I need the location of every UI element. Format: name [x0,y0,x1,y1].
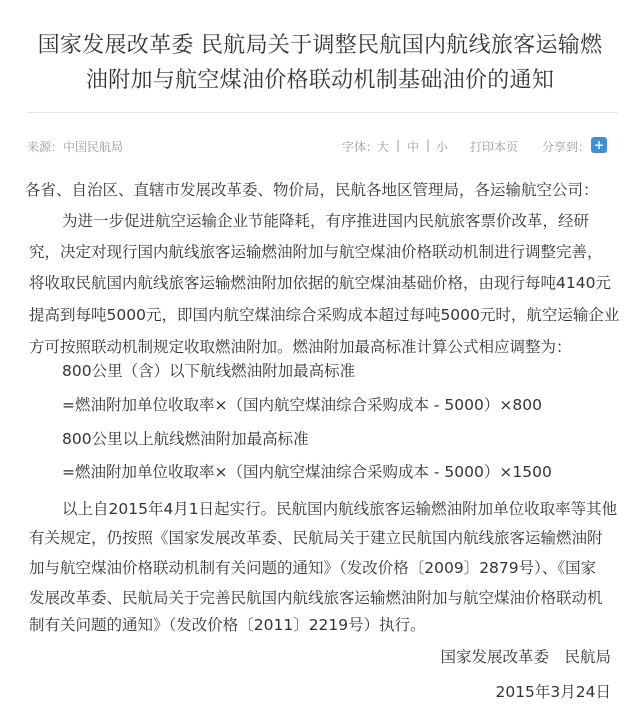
source-label: 来源：中国民航局 [27,140,124,154]
font-medium-button[interactable]: 中 [407,140,420,154]
date: 2015年3月24日 [495,683,611,701]
formula-heading: 800公里以上航线燃油附加最高标准 [62,430,309,448]
paragraph-line: 有关规定，仍按照《国家发展改革委、民航局关于建立民航国内航线旅客运输燃油附 [29,529,603,547]
print-button[interactable]: 打印本页 [470,140,519,154]
font-size-label: 字体： [342,140,379,154]
divider [27,112,618,113]
page-title-line1: 国家发展改革委 民航局关于调整民航国内航线旅客运输燃 [37,33,603,58]
font-large-button[interactable]: 大 [377,140,390,154]
signature: 国家发展改革委 民航局 [440,648,611,666]
paragraph-line: 提高到每吨5000元，即国内航空煤油综合采购成本超过每吨5000元时，航空运输企业 [29,306,620,324]
share-plus-icon[interactable]: + [591,137,607,153]
paragraph-line: 将收取民航国内航线旅客运输燃油附加依据的航空煤油基础价格，由现行每吨4140元 [29,274,611,292]
paragraph-line: 方可按照联动机制规定收取燃油附加。燃油附加最高标准计算公式相应调整为： [29,338,572,356]
paragraph-line: 发展改革委、民航局关于完善民航国内航线旅客运输燃油附加与航空煤油价格联动机 [29,589,603,607]
font-small-button[interactable]: 小 [436,140,449,154]
page-title-line2: 油附加与航空煤油价格联动机制基础油价的通知 [85,68,555,93]
formula-heading: 800公里（含）以下航线燃油附加最高标准 [62,362,356,380]
paragraph-line: 制有关问题的通知》（发改价格〔2011〕2219号）执行。 [29,616,426,634]
paragraph-line: 究，决定对现行国内航线旅客运输燃油附加与航空煤油价格联动机制进行调整完善， [29,243,603,261]
salutation: 各省、自治区、直辖市发展改革委、物价局，民航各地区管理局，各运输航空公司： [25,181,599,199]
share-label: 分享到： [542,140,591,154]
paragraph-line: 以上自2015年4月1日起实行。民航国内航线旅客运输燃油附加单位收取率等其他 [62,500,618,518]
paragraph-line: 为进一步促进航空运输企业节能降耗，有序推进国内民航旅客票价改革，经研 [62,212,590,230]
separator: | [396,138,401,152]
paragraph-line: 加与航空煤油价格联动机制有关问题的通知》（发改价格〔2009〕2879号）、《国家 [29,559,597,577]
formula: =燃油附加单位收取率×（国内航空煤油综合采购成本 - 5000）×800 [62,396,542,414]
separator: | [426,138,431,152]
formula: =燃油附加单位收取率×（国内航空煤油综合采购成本 - 5000）×1500 [62,463,552,481]
